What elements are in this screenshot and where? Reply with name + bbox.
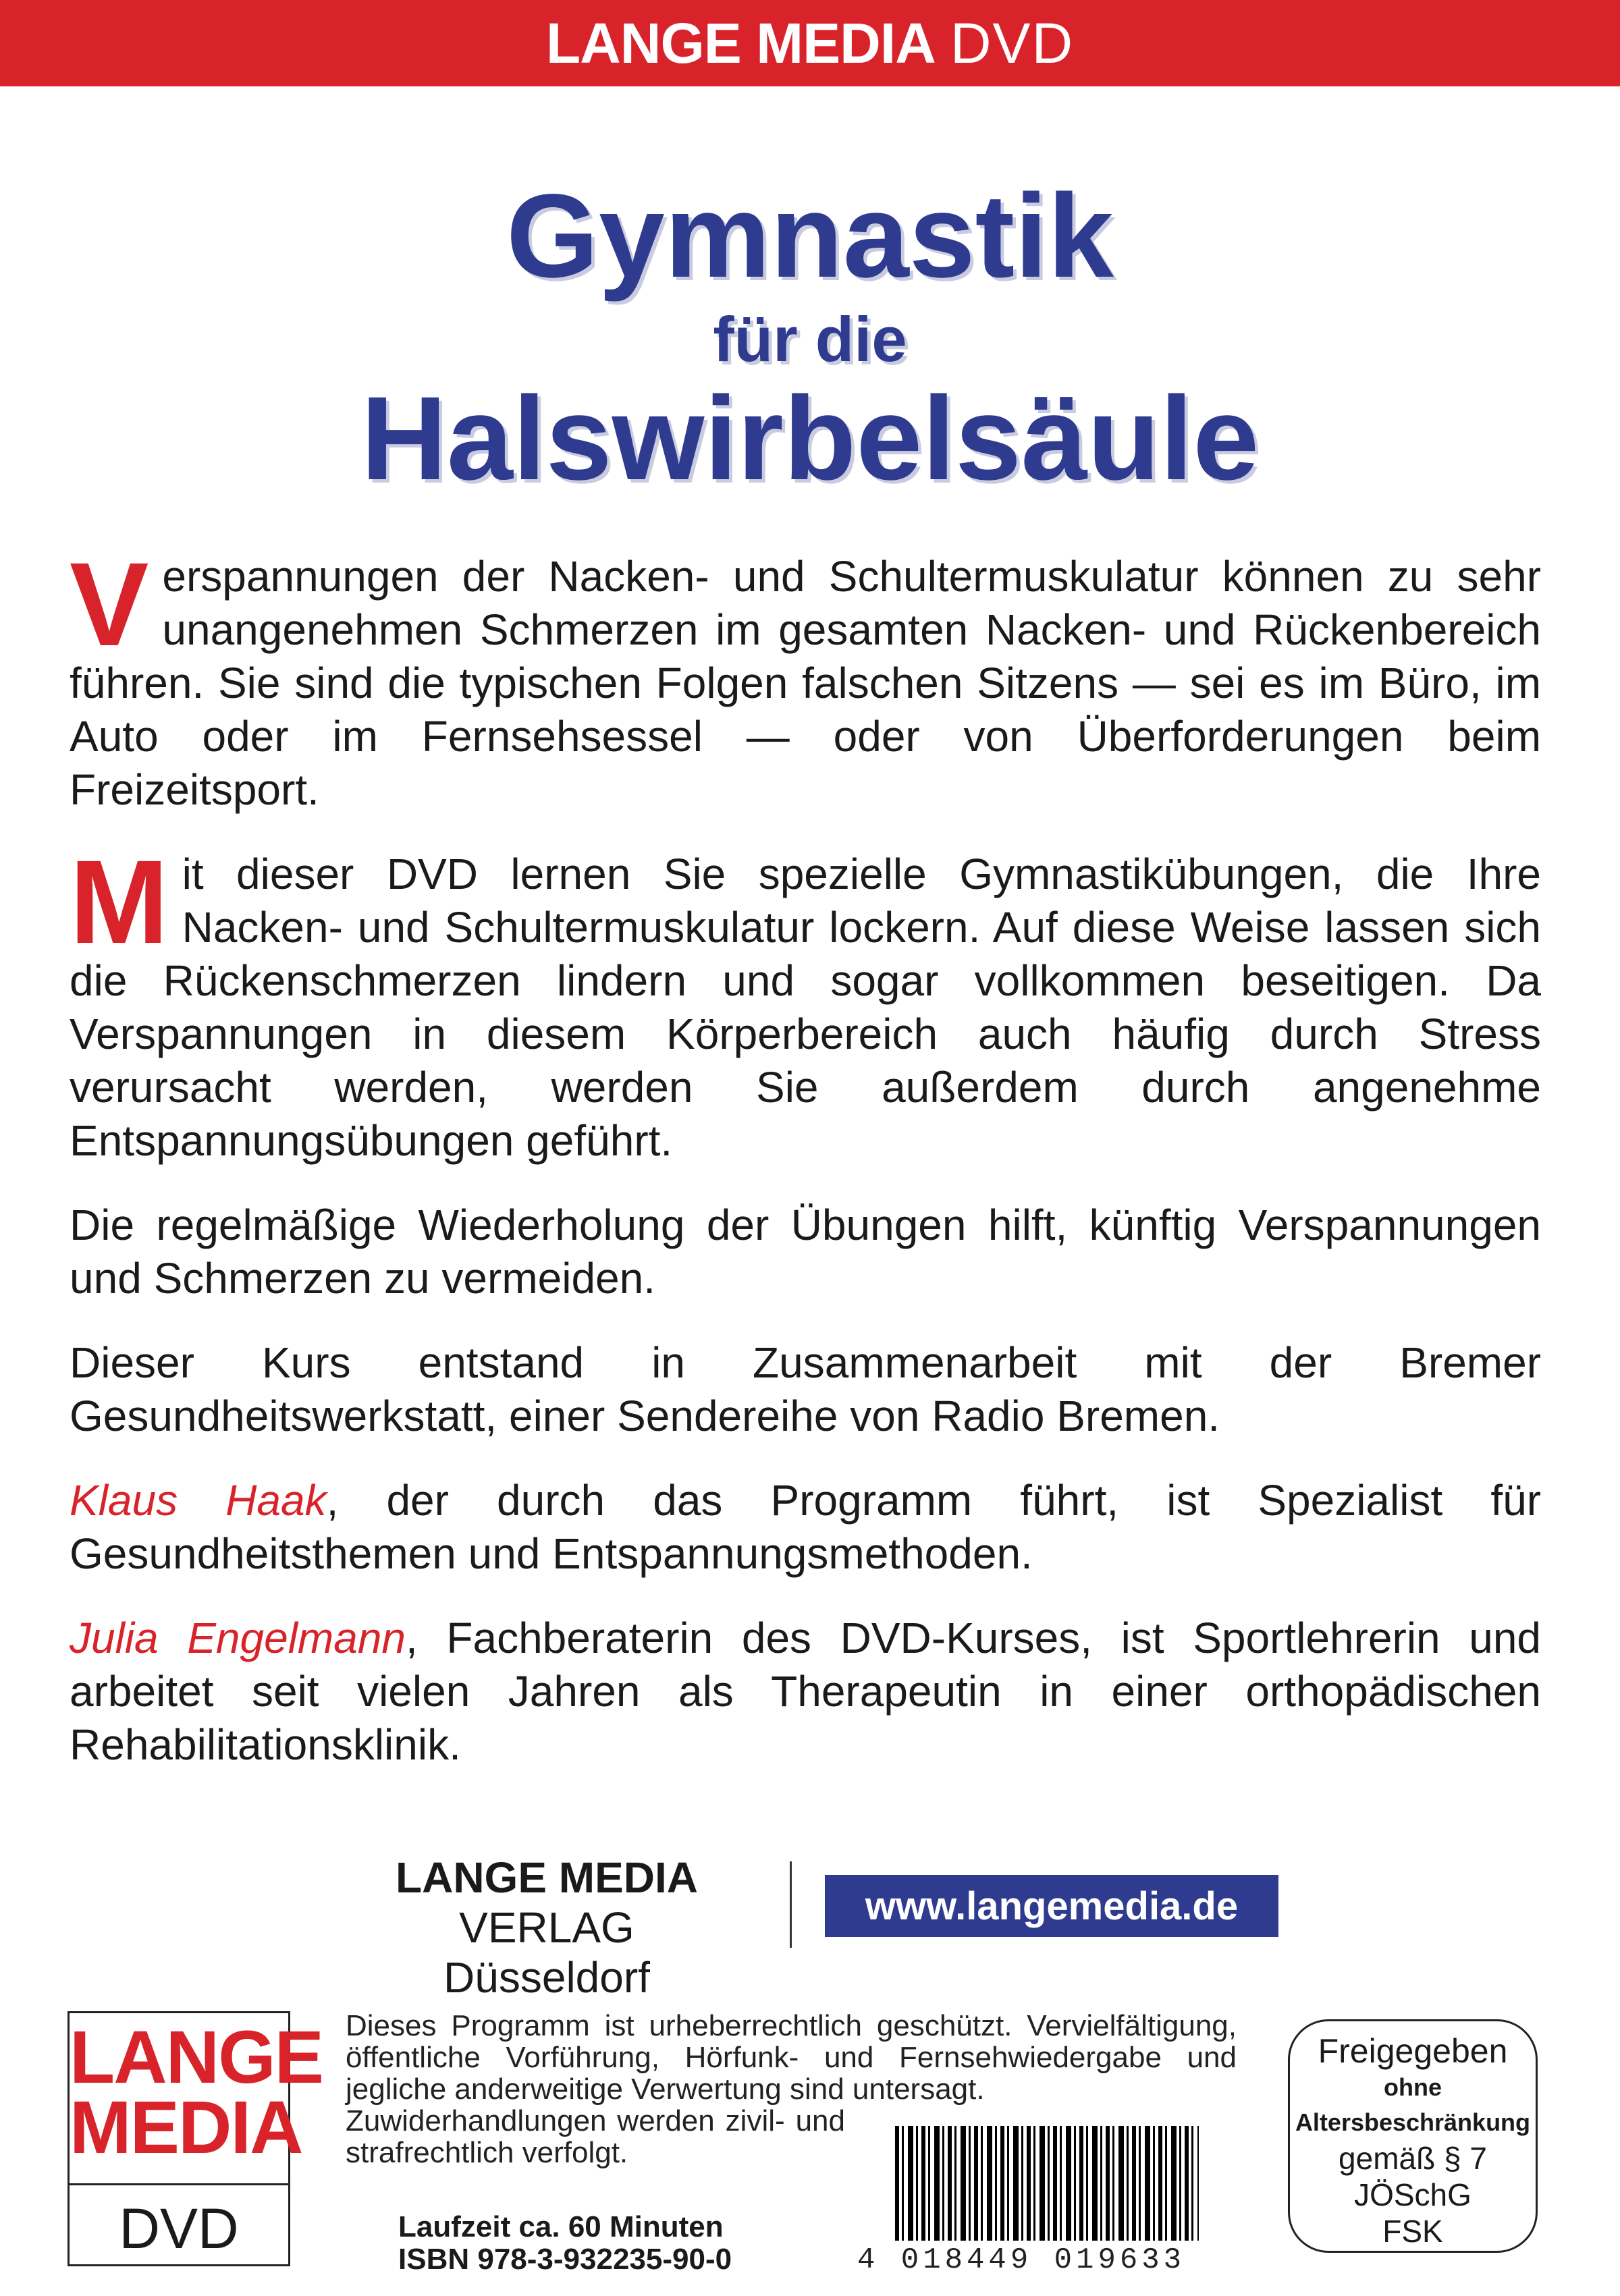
brand-product: DVD	[950, 11, 1075, 75]
brand-name: LANGE MEDIA	[545, 11, 936, 75]
runtime-isbn	[398, 2211, 732, 2276]
barcode-digits: 4 018449 019633	[857, 2243, 1186, 2277]
fsk-rating-badge: Freigegeben ohne Altersbeschränkung gemäß § 7 JÖSchG FSK	[1288, 2019, 1538, 2253]
description	[70, 539, 1542, 1803]
lange-media-dvd-logo: LANGE MEDIA DVD	[68, 2011, 290, 2266]
dropcap-v: V	[70, 539, 149, 671]
copyright-notice: Dieses Programm ist urheberrechtlich geschützt. Vervielfältigung, öffentliche Vorführung, Hörfunk- und Fernsehwiedergabe und jegliche anderweitige Verwertung sind untersagt. Zuwiderhandlungen werden zivil- und strafrechtlich verfolgt.	[346, 2009, 1237, 2169]
publisher-block	[324, 1853, 770, 2002]
barcode	[857, 2126, 1208, 2277]
divider	[790, 1861, 792, 1948]
title-line-2: für die	[713, 304, 907, 375]
isbn: ISBN 978-3-932235-90-0	[398, 2243, 732, 2276]
publisher-suffix: VERLAG	[459, 1903, 634, 1952]
barcode-bars	[895, 2126, 1199, 2241]
top-banner	[0, 0, 1620, 86]
publisher-name: LANGE MEDIA	[396, 1853, 698, 1902]
runtime: Laufzeit ca. 60 Minuten	[398, 2210, 724, 2243]
paragraph-1: Verspannungen der Nacken- und Schultermuskulatur können zu sehr unangenehmen Schmerzen im gesamten Nacken- und Rückenbereich führen. Sie sind die typischen Folgen falschen Sitzens — sei es im Büro, im Auto oder im Fernsehsessel — oder von Überforderungen beim Freizeitsport.	[70, 539, 1541, 814]
paragraph-3: Die regelmäßige Wiederholung der Übungen hilft, künftig Verspannungen und Schmerzen zu vermeiden.	[70, 1201, 1541, 1303]
website-link[interactable]: www.langemedia.de	[825, 1875, 1278, 1937]
title-line-1: Gymnastik	[506, 170, 1114, 302]
paragraph-6: Julia Engelmann, Fachberaterin des DVD-Kurses, ist Sportlehrerin und arbeitet seit vielen Jahren als Therapeutin in einer orthopädischen Rehabilitationsklinik.	[70, 1614, 1541, 1769]
paragraph-4: Dieser Kurs entstand in Zusammenarbeit mit der Bremer Gesundheitswerkstatt, einer Sendereihe von Radio Bremen.	[70, 1338, 1541, 1440]
presenter-name: Klaus Haak	[70, 1476, 327, 1525]
paragraph-2: Mit dieser DVD lernen Sie spezielle Gymnastikübungen, die Ihre Nacken- und Schultermuskulatur lockern. Auf diese Weise lassen sich die Rückenschmerzen lindern und sogar vollkommen beseitigen. Da Verspannungen in diesem Körperbereich auch häufig durch Stress verursacht werden, werden Sie außerdem durch angenehme Entspannungsübungen geführt.	[70, 836, 1541, 1165]
advisor-name: Julia Engelmann	[70, 1614, 406, 1662]
paragraph-5: Klaus Haak, der durch das Programm führt, ist Spezialist für Gesundheitsthemen und Entspannungsmethoden.	[70, 1476, 1542, 1578]
title-line-3: Halswirbelsäule	[360, 373, 1260, 505]
publisher-city: Düsseldorf	[443, 1953, 650, 2002]
dropcap-m: M	[70, 836, 169, 968]
